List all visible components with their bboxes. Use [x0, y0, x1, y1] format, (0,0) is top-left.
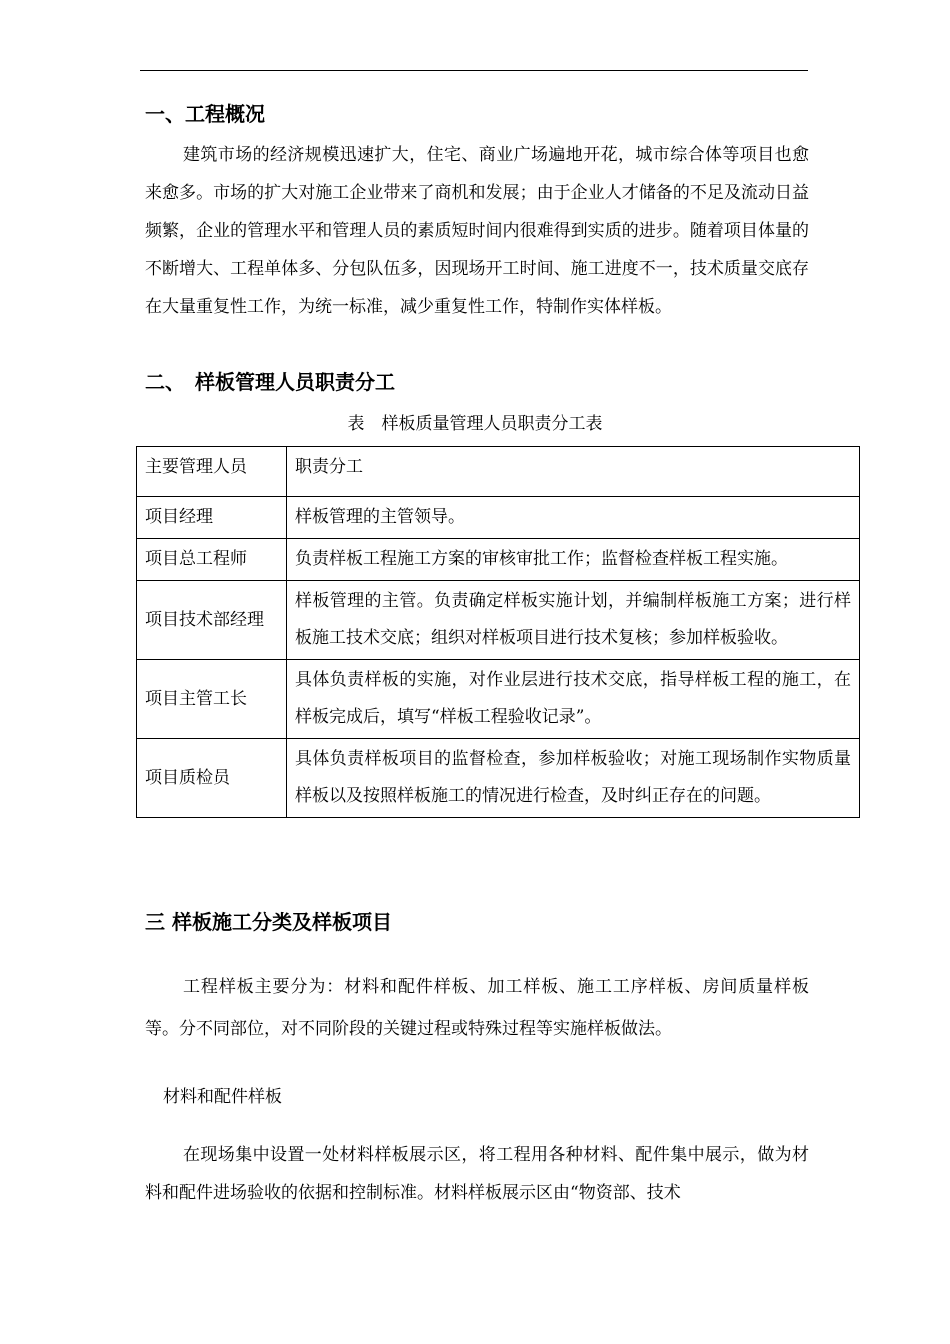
role-cell: 项目技术部经理 — [137, 581, 287, 660]
section3-paragraph: 工程样板主要分为：材料和配件样板、加工样板、施工工序样板、房间质量样板等。分不同部位，对不同阶段的关键过程或特殊过程等实施样板做法。 — [145, 977, 809, 1039]
header-cell-duty: 职责分工 — [287, 447, 860, 497]
section1-heading: 一、工程概况 — [145, 102, 265, 126]
header-rule — [140, 70, 808, 71]
table-row — [137, 739, 860, 818]
section3-paragraph-materials: 在现场集中设置一处材料样板展示区，将工程用各种材料、配件集中展示，做为材料和配件进场验收的依据和控制标准。材料样板展示区由“物资部、技术 — [145, 1145, 809, 1203]
section2-heading: 二、 样板管理人员职责分工 — [145, 370, 395, 394]
role-cell: 项目主管工长 — [137, 660, 287, 739]
table-row — [137, 581, 860, 660]
table-row — [137, 497, 860, 539]
table-header-row — [137, 447, 860, 497]
table-row — [137, 660, 860, 739]
duty-cell: 具体负责样板的实施，对作业层进行技术交底，指导样板工程的施工，在样板完成后，填写“样板工程验收记录”。 — [287, 660, 860, 739]
section3-heading: 三 样板施工分类及样板项目 — [145, 910, 392, 934]
role-cell: 项目总工程师 — [137, 539, 287, 581]
table-row — [137, 539, 860, 581]
duty-cell: 样板管理的主管。负责确定样板实施计划，并编制样板施工方案；进行样板施工技术交底；组织对样板项目进行技术复核；参加样板验收。 — [287, 581, 860, 660]
subheading-materials: 材料和配件样板 — [163, 1087, 282, 1107]
duty-table — [136, 446, 860, 818]
header-cell-role: 主要管理人员 — [137, 447, 287, 497]
table-caption: 表 样板质量管理人员职责分工表 — [347, 414, 603, 434]
duty-cell: 负责样板工程施工方案的审核审批工作；监督检查样板工程实施。 — [287, 539, 860, 581]
role-cell: 项目质检员 — [137, 739, 287, 818]
role-cell: 项目经理 — [137, 497, 287, 539]
section1-paragraph: 建筑市场的经济规模迅速扩大，住宅、商业广场遍地开花，城市综合体等项目也愈来愈多。市场的扩大对施工企业带来了商机和发展；由于企业人才储备的不足及流动日益频繁，企业的管理水平和管理人员的素质短时间内很难得到实质的进步。随着项目体量的不断增大、工程单体多、分包队伍多，因现场开工时间、施工进度不一，技术质量交底存在大量重复性工作，为统一标准，减少重复性工作，特制作实体样板。 — [145, 145, 809, 317]
duty-cell: 样板管理的主管领导。 — [287, 497, 860, 539]
duty-cell: 具体负责样板项目的监督检查，参加样板验收；对施工现场制作实物质量样板以及按照样板施工的情况进行检查，及时纠正存在的问题。 — [287, 739, 860, 818]
